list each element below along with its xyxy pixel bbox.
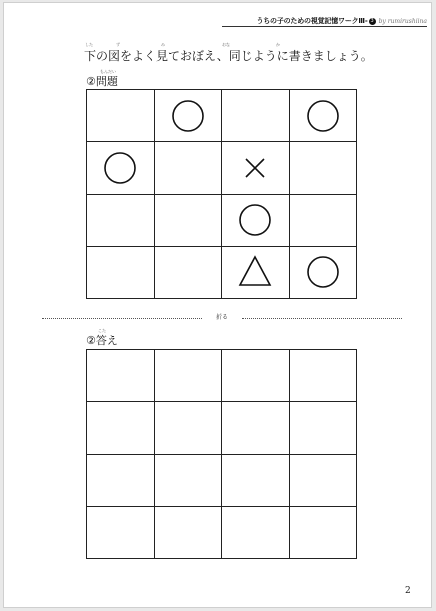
question-row [87, 90, 357, 142]
question-cell [87, 194, 155, 246]
question-cell [87, 142, 155, 194]
answer-cell[interactable] [87, 506, 155, 558]
circle-icon [102, 150, 138, 186]
fold-line [42, 314, 402, 322]
ruby-kotae: こた [98, 328, 106, 333]
answer-cell[interactable] [289, 350, 357, 402]
answer-cell[interactable] [222, 506, 290, 558]
question-cell [154, 246, 222, 298]
answer-cell[interactable] [222, 454, 290, 506]
fold-line-right [242, 318, 402, 319]
worksheet-header [222, 12, 427, 27]
worksheet-page [3, 2, 432, 608]
circle-icon [237, 202, 273, 238]
cross-icon [237, 150, 273, 186]
worksheet-number-badge: 3 [370, 18, 374, 24]
question-cell [222, 246, 290, 298]
answer-row [87, 350, 357, 402]
ruby-mondai: もんだい [100, 69, 116, 74]
answer-cell[interactable] [87, 350, 155, 402]
ruby-mi: み [161, 42, 165, 47]
question-cell [154, 90, 222, 142]
answer-cell[interactable] [289, 402, 357, 454]
question-cell [87, 90, 155, 142]
page-number: 2 [405, 586, 411, 596]
question-row [87, 142, 357, 194]
author-credit: by rumirushiina [378, 18, 427, 25]
answer-cell[interactable] [154, 350, 222, 402]
answer-grid [86, 349, 357, 559]
answer-row [87, 506, 357, 558]
ruby-ka: か [276, 42, 280, 47]
question-cell [154, 194, 222, 246]
circle-icon [305, 254, 341, 290]
answer-cell[interactable] [289, 454, 357, 506]
question-cell [289, 194, 357, 246]
triangle-icon [237, 254, 273, 290]
circle-icon [305, 98, 341, 134]
question-grid [86, 89, 357, 299]
worksheet-title: うちの子のための視覚記憶ワークⅢ- [256, 17, 368, 25]
question-cell [222, 194, 290, 246]
question-cell [222, 90, 290, 142]
fold-label: 折る [215, 314, 228, 321]
question-row [87, 194, 357, 246]
answer-cell[interactable] [87, 402, 155, 454]
answer-label: ②答え [86, 334, 118, 347]
answer-cell[interactable] [154, 506, 222, 558]
answer-row [87, 454, 357, 506]
ruby-ona: おな [222, 42, 230, 47]
answer-cell[interactable] [154, 402, 222, 454]
answer-cell[interactable] [289, 506, 357, 558]
answer-cell[interactable] [222, 350, 290, 402]
instruction-text: 下の図をよく見ておぼえ、同じように書きましょう。 [84, 49, 373, 63]
answer-row [87, 402, 357, 454]
circle-icon [170, 98, 206, 134]
question-cell [222, 142, 290, 194]
ruby-shita: した [85, 42, 93, 47]
question-cell [87, 246, 155, 298]
fold-line-left [42, 318, 202, 319]
question-cell [289, 246, 357, 298]
question-cell [154, 142, 222, 194]
answer-cell[interactable] [87, 454, 155, 506]
answer-cell[interactable] [222, 402, 290, 454]
ruby-zu: ず [116, 42, 120, 47]
question-cell [289, 90, 357, 142]
question-row [87, 246, 357, 298]
question-label: ②問題 [86, 75, 118, 88]
answer-cell[interactable] [154, 454, 222, 506]
question-cell [289, 142, 357, 194]
